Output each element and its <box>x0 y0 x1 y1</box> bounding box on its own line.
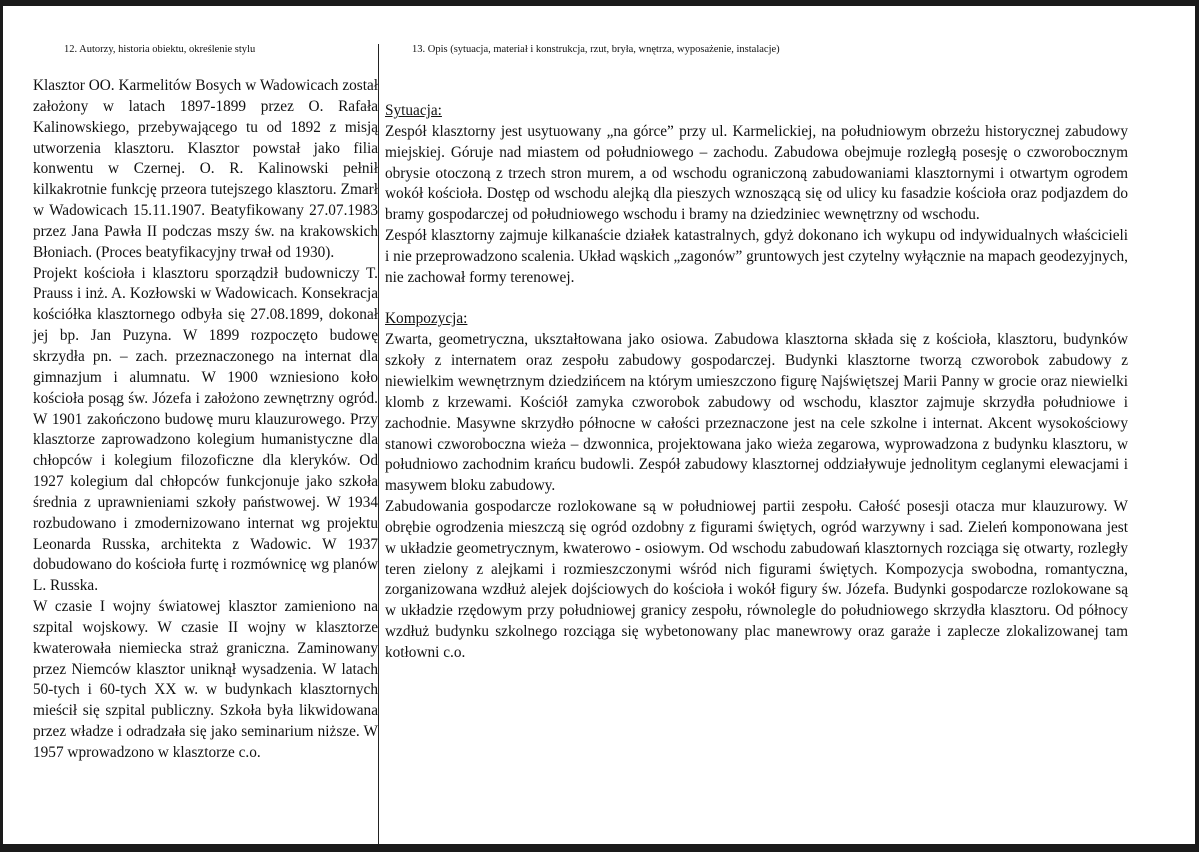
composition-paragraph-grounds: Zabudowania gospodarcze rozlokowane są w południowej partii zespołu. Całość posesji otacza mur klauzurowy. W obrębie ogrodzenia mieszczą się ogród ozdobny z figurami świętych, ogród warzywny i sad. Zieleń komponowana jest w układzie geometrycznym, kwaterowo - osiowym. Od wschodu zabudowań klasztornych rozciąga się otwarty, rozległy teren zielony z alejkami i rozmieszczonymi wśród nich figurami świętych. Kompozycja swobodna, romantyczna, zorganizowana wzdłuż alejek dojściowych do kościoła i wokół figury św. Józefa. Budynki gospodarcze rozlokowane są w układzie rzędowym przy południowej granicy zespołu, równolegle do południowego skrzydła klasztoru. Od północy wzdłuż budynku szkolnego rozciąga się wybetonowany plac manewrowy oraz garaże i zaplecze zlokalizowanej tam kotłowni c.o. <box>385 498 1128 661</box>
situation-paragraph-location: Zespół klasztorny jest usytuowany „na górce” przy ul. Karmelickiej, na południowym obrzeżu historycznej zabudowy miejskiej. Góruje nad miastem od południowego – zachodu. Zabudowa obejmuje rozległą posesję o czworobocznym obrysie otoczoną z trzech stron murem, a od wschodu ograniczoną zabudowaniami klasztornymi i otwartym ogrodem wokół kościoła. Dostęp od wschodu alejką dla pieszych wznoszącą się od ulicy ku fasadzie kościoła oraz podjazdem do bramy gospodarczej od południowego wschodu i bramy na dziedziniec wewnętrzny od wschodu. <box>385 122 1128 224</box>
history-paragraph-construction: Projekt kościoła i klasztoru sporządził budowniczy T. Prauss i inż. A. Kozłowski w Wadowicach. Konsekracja kościółka klasztornego odbyła się 27.08.1899, dokonał jej bp. Jan Puzyna. W 1899 rozpoczęto budowę skrzydła pn. – zach. przeznaczonego na internat dla gimnazjum i alumnatu. W 1900 wzniesiono koło kościoła posąg św. Józefa i założono zewnętrzny ogród. W 1901 zakończono budowę muru klauzurowego. Przy klasztorze zaprowadzono kolegium humanistyczne dla chłopców i kolegium filozoficzne dla kleryków. Od 1927 kolegium dal chłopców funkcjonuje jako szkoła średnia z uprawnieniami szkoły państwowej. W 1934 rozbudowano i zmodernizowano internat wg projektu Leonarda Russka, architekta z Wadowic. W 1937 dobudowano do kościoła furtę i rozmównicę wg planów L. Russka. <box>33 264 378 595</box>
description-column <box>385 101 1128 664</box>
section-gap <box>385 289 1128 310</box>
column-divider <box>378 44 379 844</box>
scan-border-right <box>1195 0 1199 852</box>
scan-border-top <box>0 0 1199 6</box>
composition-heading: Kompozycja: <box>385 310 468 328</box>
history-section-header: 12. Autorzy, historia obiektu, określenie stylu <box>64 44 256 55</box>
scan-border-bottom <box>0 844 1199 852</box>
history-paragraph-wartime: W czasie I wojny światowej klasztor zamieniono na szpital wojskowy. W czasie II wojny w klasztorze kwaterowała niemiecka straż graniczna. Zaminowany przez Niemców klasztor uniknął wysadzenia. W latach 50-tych i 60-tych XX w. w budynkach klasztornych mieścił się szpital publiczny. Szkoła była likwidowana przez władze i odradzała się jako seminarium niższe. W 1957 wprowadzono w klasztorze c.o. <box>33 598 378 761</box>
history-paragraph-founding: Klasztor OO. Karmelitów Bosych w Wadowicach został założony w latach 1897-1899 przez O. Rafała Kalinowskiego, przebywającego tu od 1892 z misją utworzenia klasztoru. Klasztor powstał jako filia konwentu w Czernej. O. R. Kalinowski pełnił kilkakrotnie funkcję przeora tutejszego klasztoru. Zmarł w Wadowicach 15.11.1907. Beatyfikowany 27.07.1983 przez Jana Pawła II podczas mszy św. na krakowskich Błoniach. (Proces beatyfikacyjny trwał od 1930). <box>33 77 378 261</box>
history-column <box>33 76 378 764</box>
composition-paragraph-layout: Zwarta, geometryczna, ukształtowana jako osiowa. Zabudowa klasztorna składa się z kościoła, klasztoru, budynków szkoły z internatem oraz zespołu zabudowy gospodarczej. Budynki klasztorne tworzą czworobok zabudowy z niewielkim wewnętrznym dziedzińcem na którym umieszczono figurę Najświętszej Marii Panny w grocie oraz niewielki klomb z krzewami. Kościół zamyka czworobok zabudowy od wschodu, klasztor zajmuje skrzydła południowe i zachodnie. Masywne skrzydło północne w całości przeznaczone jest na cele szkolne i internat. Akcent wysokościowy stanowi czworoboczna wieża – dzwonnica, projektowana jako wieża zegarowa, wyprowadzona z budynku klasztoru, w południowo zachodnim krańcu budowli. Zespół zabudowy klasztornej oddziaływuje jednolitym ceglanymi elewacjami i masywem bloku zabudowy. <box>385 331 1128 495</box>
scan-border-left <box>0 0 3 852</box>
situation-paragraph-plots: Zespół klasztorny zajmuje kilkanaście działek katastralnych, gdyż dokonano ich wykupu od indywidualnych właścicieli i nie przeprowadzono scalenia. Układ wąskich „zagonów” gruntowych jest czytelny wyłącznie na mapach geodezyjnych, nie zachował formy terenowej. <box>385 227 1128 286</box>
description-section-header: 13. Opis (sytuacja, materiał i konstrukcja, rzut, bryła, wnętrza, wyposażenie, instalacje) <box>412 44 780 55</box>
situation-heading: Sytuacja: <box>385 102 442 119</box>
